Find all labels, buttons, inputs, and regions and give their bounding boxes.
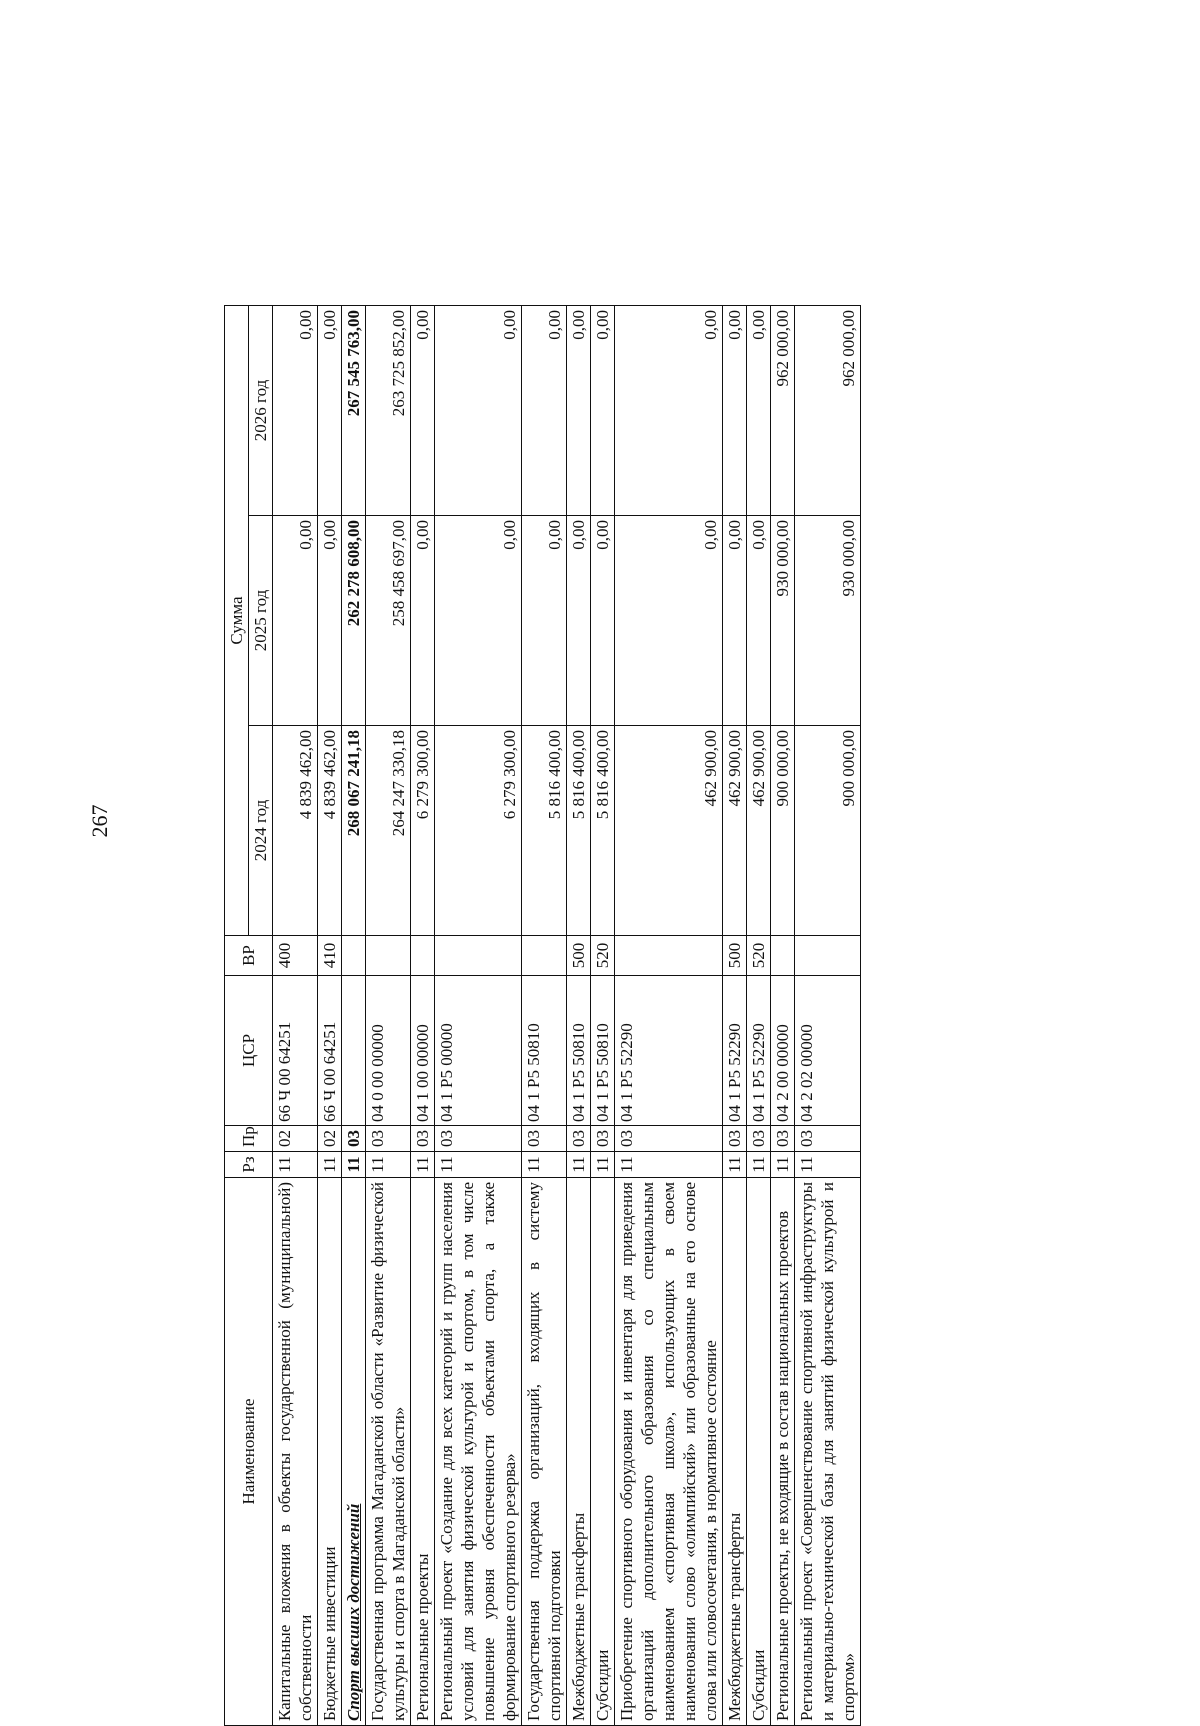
cell-pr: 03 — [411, 1126, 435, 1152]
cell-csr: 66 Ч 00 64251 — [318, 976, 342, 1126]
header-pr: Пр — [225, 1126, 273, 1152]
cell-pr: 03 — [591, 1126, 615, 1152]
cell-vr: 500 — [567, 936, 591, 976]
table-row — [366, 306, 411, 1726]
header-rz: Рз — [225, 1152, 273, 1178]
cell-2025: 0,00 — [723, 516, 747, 726]
cell-rz: 11 — [366, 1152, 411, 1178]
cell-csr: 04 1 P5 50810 — [591, 976, 615, 1126]
cell-vr — [411, 936, 435, 976]
cell-pr: 02 — [318, 1126, 342, 1152]
cell-name: Государственная программа Магаданской области «Развитие физической культуры и спорта в Магаданской области» — [366, 1178, 411, 1726]
cell-rz: 11 — [411, 1152, 435, 1178]
cell-rz: 11 — [318, 1152, 342, 1178]
cell-pr: 03 — [615, 1126, 723, 1152]
header-2025: 2025 год — [249, 516, 273, 726]
cell-rz: 11 — [771, 1152, 795, 1178]
cell-2025: 0,00 — [522, 516, 567, 726]
cell-vr: 400 — [273, 936, 318, 976]
budget-table — [224, 305, 861, 1726]
cell-2026: 0,00 — [723, 306, 747, 516]
cell-pr: 03 — [342, 1126, 366, 1152]
cell-rz: 11 — [567, 1152, 591, 1178]
cell-2026: 0,00 — [747, 306, 771, 516]
table-header — [225, 306, 273, 1726]
cell-2024: 4 839 462,00 — [318, 726, 342, 936]
header-sum: Сумма — [225, 306, 249, 936]
cell-vr — [342, 936, 366, 976]
cell-2026: 0,00 — [411, 306, 435, 516]
page-number: 267 — [87, 804, 112, 838]
cell-vr: 520 — [591, 936, 615, 976]
cell-pr: 03 — [435, 1126, 522, 1152]
cell-name: Государственная поддержка организаций, входящих в систему спортивной подготовки — [522, 1178, 567, 1726]
cell-name: Региональные проекты — [411, 1178, 435, 1726]
table-row — [522, 306, 567, 1726]
cell-name: Капитальные вложения в объекты государственной (муниципальной) собственности — [273, 1178, 318, 1726]
cell-2025: 930 000,00 — [795, 516, 861, 726]
cell-2025: 0,00 — [411, 516, 435, 726]
cell-pr: 03 — [771, 1126, 795, 1152]
cell-2025: 0,00 — [615, 516, 723, 726]
table-row — [591, 306, 615, 1726]
cell-2024: 5 816 400,00 — [522, 726, 567, 936]
cell-2025: 0,00 — [318, 516, 342, 726]
cell-2024: 462 900,00 — [747, 726, 771, 936]
table-row — [435, 306, 522, 1726]
cell-name: Спорт высших достижений — [342, 1178, 366, 1726]
cell-2026: 263 725 852,00 — [366, 306, 411, 516]
cell-name: Региональный проект «Создание для всех категорий и групп населения условий для занятия физической культурой и спортом, в том числе повышение уровня обеспеченности объектами спорта, а также формирование спортивного резерва» — [435, 1178, 522, 1726]
cell-csr: 04 1 P5 52290 — [723, 976, 747, 1126]
cell-2024: 5 816 400,00 — [591, 726, 615, 936]
cell-2024: 264 247 330,18 — [366, 726, 411, 936]
cell-2026: 0,00 — [567, 306, 591, 516]
cell-csr: 04 2 02 00000 — [795, 976, 861, 1126]
cell-csr: 04 1 P5 50810 — [567, 976, 591, 1126]
cell-rz: 11 — [435, 1152, 522, 1178]
cell-name: Субсидии — [747, 1178, 771, 1726]
cell-csr: 04 1 P5 50810 — [522, 976, 567, 1126]
cell-2025: 0,00 — [567, 516, 591, 726]
cell-csr: 04 1 P5 52290 — [747, 976, 771, 1126]
cell-rz: 11 — [615, 1152, 723, 1178]
cell-name: Региональный проект «Совершенствование спортивной инфраструктуры и материально-технической базы для занятий физической культурой и спортом» — [795, 1178, 861, 1726]
cell-csr — [342, 976, 366, 1126]
cell-name: Региональные проекты, не входящие в состав национальных проектов — [771, 1178, 795, 1726]
cell-2025: 262 278 608,00 — [342, 516, 366, 726]
cell-csr: 04 1 P5 52290 — [615, 976, 723, 1126]
cell-rz: 11 — [342, 1152, 366, 1178]
cell-2024: 462 900,00 — [723, 726, 747, 936]
cell-name: Приобретение спортивного оборудования и инвентаря для приведения организаций дополнительного образования со специальным наименованием «спортивная школа», использующих в своем наименовании слово «олимпийский» или образованные на его основе слова или словосочетания, в нормативное состояние — [615, 1178, 723, 1726]
cell-rz: 11 — [522, 1152, 567, 1178]
table-row — [318, 306, 342, 1726]
cell-csr: 04 0 00 00000 — [366, 976, 411, 1126]
cell-vr: 500 — [723, 936, 747, 976]
cell-csr: 04 1 00 00000 — [411, 976, 435, 1126]
header-vr: ВР — [225, 936, 273, 976]
cell-2025: 258 458 697,00 — [366, 516, 411, 726]
cell-pr: 02 — [273, 1126, 318, 1152]
cell-pr: 03 — [723, 1126, 747, 1152]
cell-2024: 5 816 400,00 — [567, 726, 591, 936]
table-row — [771, 306, 795, 1726]
cell-vr — [366, 936, 411, 976]
table-row — [411, 306, 435, 1726]
cell-name: Бюджетные инвестиции — [318, 1178, 342, 1726]
cell-2026: 962 000,00 — [771, 306, 795, 516]
header-name: Наименование — [225, 1178, 273, 1726]
cell-csr: 04 1 P5 00000 — [435, 976, 522, 1126]
table-row — [615, 306, 723, 1726]
cell-2024: 4 839 462,00 — [273, 726, 318, 936]
cell-rz: 11 — [591, 1152, 615, 1178]
cell-pr: 03 — [567, 1126, 591, 1152]
cell-rz: 11 — [273, 1152, 318, 1178]
header-2026: 2026 год — [249, 306, 273, 516]
cell-rz: 11 — [747, 1152, 771, 1178]
budget-table-rotated — [224, 306, 1084, 1726]
header-2024: 2024 год — [249, 726, 273, 936]
header-csr: ЦСР — [225, 976, 273, 1126]
cell-csr: 66 Ч 00 64251 — [273, 976, 318, 1126]
cell-2026: 267 545 763,00 — [342, 306, 366, 516]
cell-name: Межбюджетные трансферты — [567, 1178, 591, 1726]
cell-name: Межбюджетные трансферты — [723, 1178, 747, 1726]
cell-pr: 03 — [795, 1126, 861, 1152]
table-row — [723, 306, 747, 1726]
cell-2026: 0,00 — [318, 306, 342, 516]
cell-vr — [771, 936, 795, 976]
cell-2026: 0,00 — [615, 306, 723, 516]
table-row — [747, 306, 771, 1726]
cell-2025: 0,00 — [591, 516, 615, 726]
cell-rz: 11 — [795, 1152, 861, 1178]
cell-2024: 6 279 300,00 — [435, 726, 522, 936]
cell-2024: 900 000,00 — [771, 726, 795, 936]
table-body — [273, 306, 861, 1726]
cell-2026: 0,00 — [522, 306, 567, 516]
cell-2024: 462 900,00 — [615, 726, 723, 936]
cell-csr: 04 2 00 00000 — [771, 976, 795, 1126]
cell-2024: 6 279 300,00 — [411, 726, 435, 936]
cell-pr: 03 — [522, 1126, 567, 1152]
cell-2026: 0,00 — [273, 306, 318, 516]
cell-vr — [435, 936, 522, 976]
cell-rz: 11 — [723, 1152, 747, 1178]
cell-2025: 0,00 — [435, 516, 522, 726]
table-row — [273, 306, 318, 1726]
cell-2025: 0,00 — [747, 516, 771, 726]
cell-2026: 962 000,00 — [795, 306, 861, 516]
cell-name: Субсидии — [591, 1178, 615, 1726]
cell-2026: 0,00 — [435, 306, 522, 516]
cell-2024: 900 000,00 — [795, 726, 861, 936]
table-row — [795, 306, 861, 1726]
table-row — [342, 306, 366, 1726]
cell-vr — [795, 936, 861, 976]
cell-2024: 268 067 241,18 — [342, 726, 366, 936]
cell-pr: 03 — [366, 1126, 411, 1152]
cell-vr: 410 — [318, 936, 342, 976]
cell-2025: 0,00 — [273, 516, 318, 726]
cell-vr — [615, 936, 723, 976]
cell-vr: 520 — [747, 936, 771, 976]
cell-2025: 930 000,00 — [771, 516, 795, 726]
table-row — [567, 306, 591, 1726]
cell-2026: 0,00 — [591, 306, 615, 516]
cell-pr: 03 — [747, 1126, 771, 1152]
cell-vr — [522, 936, 567, 976]
